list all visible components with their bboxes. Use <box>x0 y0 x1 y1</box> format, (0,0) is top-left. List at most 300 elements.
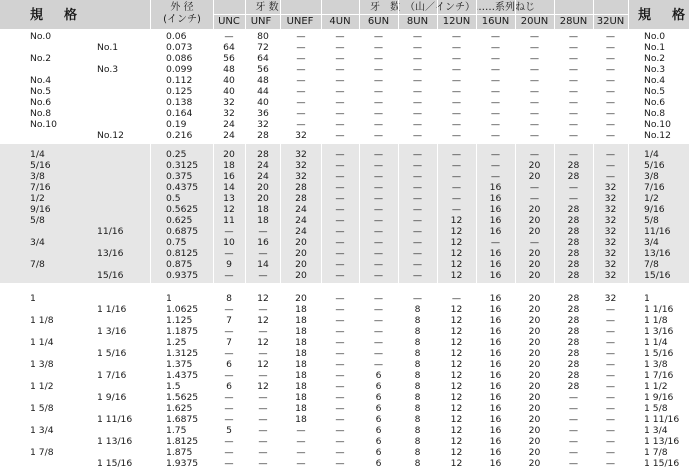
thread-count: — <box>258 270 268 281</box>
thread-count: — <box>373 204 384 215</box>
thread-count: — <box>335 458 345 469</box>
spec-right: No.12 <box>644 130 671 141</box>
thread-count: — <box>335 315 345 326</box>
thread-count: — <box>296 97 306 108</box>
outer-diameter: 0.099 <box>166 64 193 75</box>
outer-diameter: 0.112 <box>166 75 193 86</box>
thread-count: 28 <box>295 193 307 204</box>
thread-count: — <box>296 31 306 42</box>
thread-count: — <box>412 53 423 64</box>
thread-count: — <box>412 270 423 281</box>
thread-count: — <box>335 392 345 403</box>
outer-diameter: 0.6875 <box>166 226 199 237</box>
thread-count: 12 <box>450 248 463 259</box>
thread-count: — <box>335 359 345 370</box>
thread-count: — <box>412 64 423 75</box>
thread-count: — <box>373 42 384 53</box>
thread-count: 18 <box>257 204 269 215</box>
thread-count: — <box>490 97 501 108</box>
thread-count: — <box>335 304 345 315</box>
outer-diameter: 1.5625 <box>166 392 199 403</box>
thread-count: 20 <box>528 248 541 259</box>
outer-diameter: 0.375 <box>166 171 193 182</box>
thread-count: — <box>529 119 540 130</box>
thread-count: 20 <box>528 425 541 436</box>
spec-primary: No.10 <box>30 119 57 130</box>
spec-secondary: 1 15/16 <box>97 458 133 469</box>
thread-count: — <box>373 359 384 370</box>
thread-count: — <box>296 425 306 436</box>
thread-count: — <box>335 259 345 270</box>
thread-count: — <box>568 97 579 108</box>
thread-count: 20 <box>528 458 541 469</box>
spec-secondary: No.3 <box>97 64 119 75</box>
thread-count: — <box>335 171 345 182</box>
column-divider <box>321 0 322 469</box>
spec-primary: 7/8 <box>30 259 45 270</box>
spec-right: No.0 <box>644 31 666 42</box>
thread-count: — <box>451 75 462 86</box>
column-divider <box>554 0 555 469</box>
thread-count: — <box>373 119 384 130</box>
column-divider <box>476 0 477 469</box>
thread-count: — <box>335 381 345 392</box>
spec-right: 1 3/4 <box>644 425 668 436</box>
thread-count: — <box>451 193 462 204</box>
thread-count: 20 <box>528 270 541 281</box>
thread-count: — <box>412 182 423 193</box>
thread-count: 8 <box>414 337 421 348</box>
spec-right: 1 1/16 <box>644 304 674 315</box>
spec-right: 7/16 <box>644 182 665 193</box>
unef-header: UNEF <box>286 16 314 27</box>
thread-count: — <box>335 130 345 141</box>
thread-count: — <box>605 414 616 425</box>
thread-count: 28 <box>567 348 580 359</box>
spec-secondary: 1 3/16 <box>97 326 127 337</box>
thread-count: 32 <box>604 237 617 248</box>
spec-right: 1 3/8 <box>644 359 668 370</box>
thread-count: 28 <box>567 359 580 370</box>
thread-count: — <box>258 403 268 414</box>
thread-count: — <box>529 130 540 141</box>
thread-count: 20 <box>528 304 541 315</box>
threads-header: 牙 数 <box>255 2 279 13</box>
outer-diameter: 1.125 <box>166 315 193 326</box>
thread-count: 12 <box>450 425 463 436</box>
outer-diameter: 0.5 <box>166 193 181 204</box>
thread-count: — <box>373 237 384 248</box>
thread-count: 8 <box>414 447 421 458</box>
thread-count: — <box>605 108 616 119</box>
thread-count: 8 <box>414 326 421 337</box>
thread-count: — <box>373 75 384 86</box>
thread-count: 28 <box>567 226 580 237</box>
thread-count: 24 <box>295 215 307 226</box>
thread-count: — <box>529 64 540 75</box>
thread-count: — <box>605 149 616 160</box>
thread-count: — <box>529 53 540 64</box>
outer-diameter: 0.25 <box>166 149 187 160</box>
thread-count: 44 <box>257 86 269 97</box>
thread-count: 8 <box>414 414 421 425</box>
spec-primary: No.0 <box>30 31 52 42</box>
outer-diameter: 1.4375 <box>166 370 199 381</box>
thread-count: — <box>568 392 579 403</box>
thread-count: 18 <box>295 414 307 425</box>
thread-count: — <box>568 31 579 42</box>
spec-secondary: No.12 <box>97 130 124 141</box>
thread-count: 28 <box>567 204 580 215</box>
thread-count: — <box>490 64 501 75</box>
thread-count: 12 <box>450 370 463 381</box>
thread-count: — <box>412 215 423 226</box>
thread-count: — <box>568 425 579 436</box>
thread-count: 18 <box>295 403 307 414</box>
thread-count: — <box>605 348 616 359</box>
spec-secondary: 1 13/16 <box>97 436 133 447</box>
thread-count: 32 <box>604 204 617 215</box>
spec-secondary: 1 9/16 <box>97 392 127 403</box>
outer-diameter: 1.5 <box>166 381 181 392</box>
thread-count: — <box>412 75 423 86</box>
thread-count: 12 <box>450 237 463 248</box>
thread-count: — <box>529 75 540 86</box>
spec-primary: 5/16 <box>30 160 51 171</box>
thread-count: 20 <box>257 193 269 204</box>
outer-diameter: 0.5625 <box>166 204 199 215</box>
thread-count: — <box>605 304 616 315</box>
thread-count: 8 <box>414 381 421 392</box>
thread-count: — <box>335 425 345 436</box>
outer-diameter: 0.75 <box>166 237 187 248</box>
thread-count: 20 <box>528 392 541 403</box>
thread-count: — <box>296 108 306 119</box>
thread-count: — <box>373 248 384 259</box>
thread-count: — <box>605 359 616 370</box>
thread-count: 16 <box>489 414 502 425</box>
thread-count: 18 <box>295 337 307 348</box>
spec-primary: 1 1/2 <box>30 381 54 392</box>
thread-count: — <box>451 130 462 141</box>
thread-count: 12 <box>450 337 463 348</box>
thread-count: 16 <box>223 171 235 182</box>
series-col-4un: 4UN <box>329 16 351 27</box>
thread-count: 6 <box>375 403 382 414</box>
spec-header: 規 格 <box>30 8 82 23</box>
thread-count: — <box>224 348 234 359</box>
thread-count: — <box>529 182 540 193</box>
outer-diameter: 0.086 <box>166 53 193 64</box>
thread-count: — <box>490 42 501 53</box>
series-col-28un: 28UN <box>559 16 588 27</box>
thread-count: 18 <box>295 370 307 381</box>
thread-count: 64 <box>223 42 235 53</box>
thread-count: 20 <box>528 226 541 237</box>
thread-count: 10 <box>223 237 235 248</box>
thread-count: 8 <box>414 348 421 359</box>
thread-count: — <box>529 42 540 53</box>
thread-count: 16 <box>489 436 502 447</box>
thread-count: 24 <box>223 130 235 141</box>
thread-count: — <box>296 64 306 75</box>
thread-count: — <box>335 160 345 171</box>
thread-count: — <box>335 75 345 86</box>
spec-right: No.6 <box>644 97 666 108</box>
thread-count: — <box>451 108 462 119</box>
thread-count: — <box>529 86 540 97</box>
thread-count: 20 <box>528 326 541 337</box>
thread-count: 6 <box>226 359 232 370</box>
thread-count: — <box>373 215 384 226</box>
thread-count: — <box>373 108 384 119</box>
thread-count: — <box>568 108 579 119</box>
thread-count: 18 <box>223 160 235 171</box>
thread-count: — <box>335 108 345 119</box>
thread-count: — <box>335 237 345 248</box>
thread-count: — <box>258 248 268 259</box>
thread-count: 32 <box>257 119 269 130</box>
thread-count: 12 <box>450 348 463 359</box>
spec-right: 1 1/2 <box>644 381 668 392</box>
outer-diameter: 0.4375 <box>166 182 199 193</box>
spec-primary: No.2 <box>30 53 52 64</box>
thread-count: 11 <box>223 215 235 226</box>
thread-count: — <box>335 293 345 304</box>
spec-primary: 5/8 <box>30 215 45 226</box>
spec-primary: 3/4 <box>30 237 45 248</box>
thread-count: 32 <box>223 108 235 119</box>
thread-count: 20 <box>528 337 541 348</box>
thread-count: — <box>373 226 384 237</box>
thread-count: — <box>605 171 616 182</box>
spec-primary: 1 3/8 <box>30 359 54 370</box>
column-divider <box>593 0 594 469</box>
thread-count: — <box>335 414 345 425</box>
outer-diameter: 1.9375 <box>166 458 199 469</box>
outer-diameter: 0.3125 <box>166 160 199 171</box>
thread-count: — <box>373 160 384 171</box>
thread-count: — <box>490 130 501 141</box>
thread-count: 32 <box>295 149 307 160</box>
spec-primary: 1 7/8 <box>30 447 54 458</box>
series-header: 牙 数 （山／インチ）……系列ねじ <box>370 2 535 13</box>
thread-count: — <box>490 108 501 119</box>
thread-count: — <box>335 149 345 160</box>
spec-right: 11/16 <box>644 226 671 237</box>
spec-right: 1 3/16 <box>644 326 674 337</box>
thread-count: — <box>490 160 501 171</box>
thread-count: 32 <box>295 160 307 171</box>
thread-count: 32 <box>295 171 307 182</box>
thread-count: 24 <box>257 171 269 182</box>
column-divider <box>213 0 214 469</box>
thread-count: — <box>296 436 306 447</box>
thread-count: 20 <box>295 293 307 304</box>
thread-count: — <box>451 204 462 215</box>
thread-count: 12 <box>223 204 235 215</box>
thread-count: 16 <box>489 447 502 458</box>
thread-count: 32 <box>604 270 617 281</box>
thread-count: 20 <box>528 348 541 359</box>
thread-count: 16 <box>489 248 502 259</box>
thread-count: — <box>412 237 423 248</box>
thread-count: — <box>451 293 462 304</box>
outer-diameter: 1.25 <box>166 337 187 348</box>
thread-count: — <box>335 447 345 458</box>
thread-count: 32 <box>604 259 617 270</box>
thread-count: — <box>335 31 345 42</box>
spec-right: 1 1/4 <box>644 337 668 348</box>
outer-diameter: 0.875 <box>166 259 193 270</box>
thread-count: 8 <box>414 315 421 326</box>
spec-right: No.8 <box>644 108 666 119</box>
spec-secondary: 1 7/16 <box>97 370 127 381</box>
thread-count: — <box>373 86 384 97</box>
thread-count: — <box>258 326 268 337</box>
thread-count: 20 <box>528 436 541 447</box>
thread-count: 18 <box>295 359 307 370</box>
thread-count: — <box>490 237 501 248</box>
thread-count: — <box>451 149 462 160</box>
thread-count: 12 <box>450 381 463 392</box>
thread-count: 8 <box>414 304 421 315</box>
thread-count: — <box>335 348 345 359</box>
thread-count: — <box>605 97 616 108</box>
thread-count: — <box>296 86 306 97</box>
thread-count: 6 <box>226 381 232 392</box>
thread-count: 20 <box>528 370 541 381</box>
thread-count: 12 <box>257 381 269 392</box>
thread-count: — <box>224 392 234 403</box>
thread-count: 16 <box>489 326 502 337</box>
thread-count: — <box>335 64 345 75</box>
thread-count: — <box>373 348 384 359</box>
spec-primary: 1 3/4 <box>30 425 54 436</box>
thread-count: 12 <box>450 436 463 447</box>
thread-count: — <box>605 326 616 337</box>
column-divider <box>150 0 151 469</box>
outer-diameter: 1.1875 <box>166 326 199 337</box>
outer-diameter: 1.3125 <box>166 348 199 359</box>
thread-count: — <box>605 403 616 414</box>
thread-count: 20 <box>257 182 269 193</box>
thread-count: 20 <box>295 237 307 248</box>
thread-count: — <box>451 160 462 171</box>
spec-secondary: 15/16 <box>97 270 124 281</box>
thread-count: 12 <box>450 414 463 425</box>
thread-count: — <box>296 447 306 458</box>
thread-count: — <box>258 425 268 436</box>
thread-count: 6 <box>375 425 382 436</box>
column-divider <box>359 0 360 469</box>
thread-count: 20 <box>295 248 307 259</box>
thread-count: — <box>605 315 616 326</box>
thread-count: — <box>373 31 384 42</box>
thread-count: — <box>373 182 384 193</box>
thread-count: — <box>529 237 540 248</box>
outer-diameter: 0.19 <box>166 119 187 130</box>
thread-count: — <box>335 182 345 193</box>
spec-right: 1/2 <box>644 193 659 204</box>
spec-right: 5/16 <box>644 160 665 171</box>
column-divider <box>628 0 629 469</box>
spec-right: 3/4 <box>644 237 659 248</box>
spec-primary: 1 1/8 <box>30 315 54 326</box>
thread-count: 32 <box>604 215 617 226</box>
thread-count: — <box>568 64 579 75</box>
thread-count: 14 <box>223 182 235 193</box>
thread-count: 16 <box>489 337 502 348</box>
thread-count: 24 <box>223 119 235 130</box>
thread-count: 56 <box>223 53 235 64</box>
outer-diameter: 1.6875 <box>166 414 199 425</box>
thread-count: — <box>335 248 345 259</box>
spec-primary: 1/4 <box>30 149 45 160</box>
thread-count: 16 <box>489 392 502 403</box>
thread-count: 28 <box>567 304 580 315</box>
thread-count: — <box>412 226 423 237</box>
thread-count: 6 <box>375 458 382 469</box>
thread-count: — <box>335 370 345 381</box>
thread-count: — <box>605 381 616 392</box>
thread-count: 12 <box>450 270 463 281</box>
outer-diameter: 1.8125 <box>166 436 199 447</box>
outer-diameter: 0.125 <box>166 86 193 97</box>
thread-count: — <box>373 326 384 337</box>
thread-count: 8 <box>414 359 421 370</box>
thread-count: 12 <box>257 359 269 370</box>
thread-count: 20 <box>528 447 541 458</box>
thread-count: — <box>335 97 345 108</box>
thread-count: 36 <box>257 108 269 119</box>
thread-count: 48 <box>257 75 269 86</box>
thread-count: 24 <box>257 160 269 171</box>
thread-count: 28 <box>295 182 307 193</box>
thread-count: 16 <box>489 381 502 392</box>
spec-right: 1 15/16 <box>644 458 680 469</box>
thread-count: — <box>258 370 268 381</box>
series-col-16un: 16UN <box>481 16 510 27</box>
thread-count: 20 <box>528 403 541 414</box>
column-divider <box>280 0 281 469</box>
thread-count: — <box>258 226 268 237</box>
column-divider <box>515 0 516 469</box>
thread-count: — <box>451 64 462 75</box>
thread-count: 12 <box>450 259 463 270</box>
thread-count: 16 <box>489 403 502 414</box>
thread-count: 20 <box>528 215 541 226</box>
thread-count: — <box>568 447 579 458</box>
thread-count: 7 <box>226 337 232 348</box>
thread-count: — <box>412 119 423 130</box>
spec-right: 3/8 <box>644 171 659 182</box>
thread-count: 28 <box>257 149 269 160</box>
outer-diameter: 0.073 <box>166 42 193 53</box>
thread-count: 40 <box>223 86 235 97</box>
thread-count: — <box>224 370 234 381</box>
outer-diameter: 0.164 <box>166 108 193 119</box>
spec-primary: No.6 <box>30 97 52 108</box>
series-col-6un: 6UN <box>367 16 390 27</box>
thread-count: 8 <box>414 370 421 381</box>
thread-count: — <box>568 436 579 447</box>
thread-count: 16 <box>489 270 502 281</box>
spec-secondary: 13/16 <box>97 248 124 259</box>
series-col-12un: 12UN <box>442 16 471 27</box>
thread-count: — <box>451 53 462 64</box>
thread-count: — <box>568 42 579 53</box>
